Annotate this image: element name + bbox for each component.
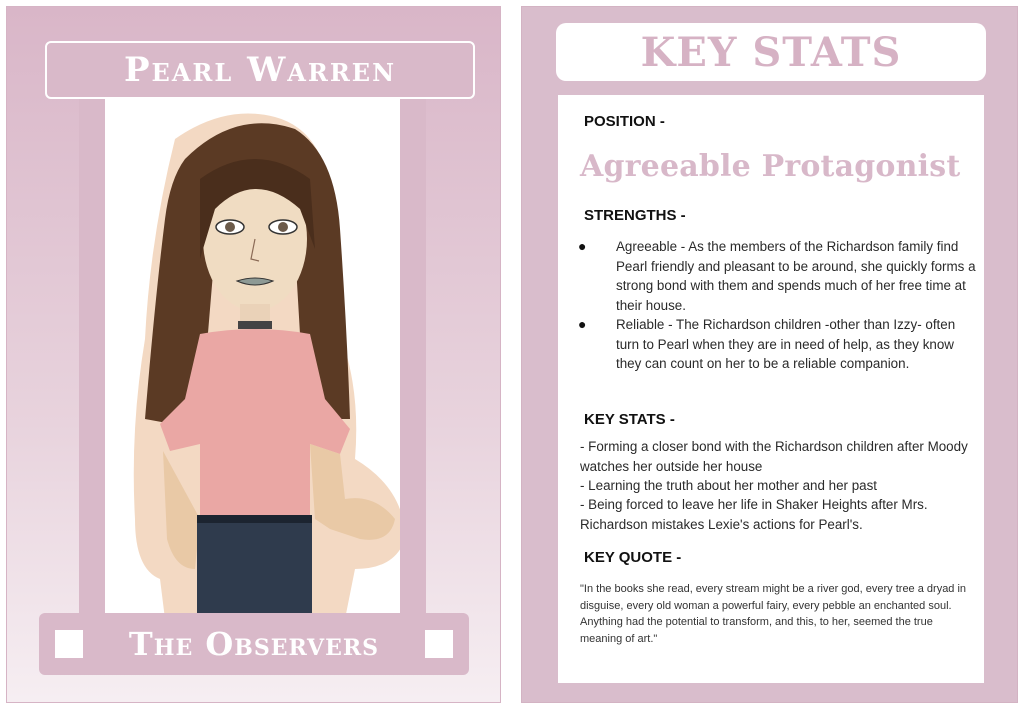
strength-text: Reliable - The Richardson children -other than Izzy- often turn to Pearl when they are in need of help, as they know they can count on her to be a reliable companion. [616,317,956,371]
key-stat-item: - Learning the truth about her mother and her past [580,478,878,493]
stats-title: KEY STATS [640,28,902,76]
bullet-icon: ● [578,238,587,254]
strength-text: Agreeable - As the members of the Richardson family find Pearl friendly and pleasant to be around, she quickly forms a strong bond with them and spends much of her free time at their house. [616,239,976,313]
key-stat-item: - Being forced to leave her life in Shaker Heights after Mrs. Richardson mistakes Lexie's actions for Pearl's. [580,497,928,532]
footer-square-right [425,630,453,658]
key-quote: "In the books she read, every stream might be a river god, every tree a dryad in disguise, every old woman a powerful fairy, every pebble an enchanted soul. Anything had the potential to transform, and this, to her, seemed the true meaning of art." [580,583,967,645]
left-pillar [79,99,105,619]
footer-banner [39,613,469,675]
character-card-back [521,6,1018,703]
position-heading: POSITION - [584,113,665,130]
character-portrait [105,99,400,619]
position-value: Agreeable Protagonist [580,149,961,184]
key-quote-heading: KEY QUOTE - [584,549,682,566]
strength-item [578,237,978,315]
strengths-heading: STRENGTHS - [584,207,686,224]
name-banner [45,41,475,99]
key-stats-heading: KEY STATS - [584,411,675,428]
character-card-front [6,6,501,703]
right-pillar [400,99,426,619]
bullet-icon: ● [578,316,587,332]
stats-banner [556,23,986,81]
strength-item [578,315,978,374]
footer-square-left [55,630,83,658]
group-name: The Observers [128,625,380,663]
stats-panel [558,95,984,683]
key-stat-item: - Forming a closer bond with the Richardson children after Moody watches her outside her house [580,439,968,474]
character-name: Pearl Warren [123,50,397,90]
portrait-drawing [105,99,400,619]
